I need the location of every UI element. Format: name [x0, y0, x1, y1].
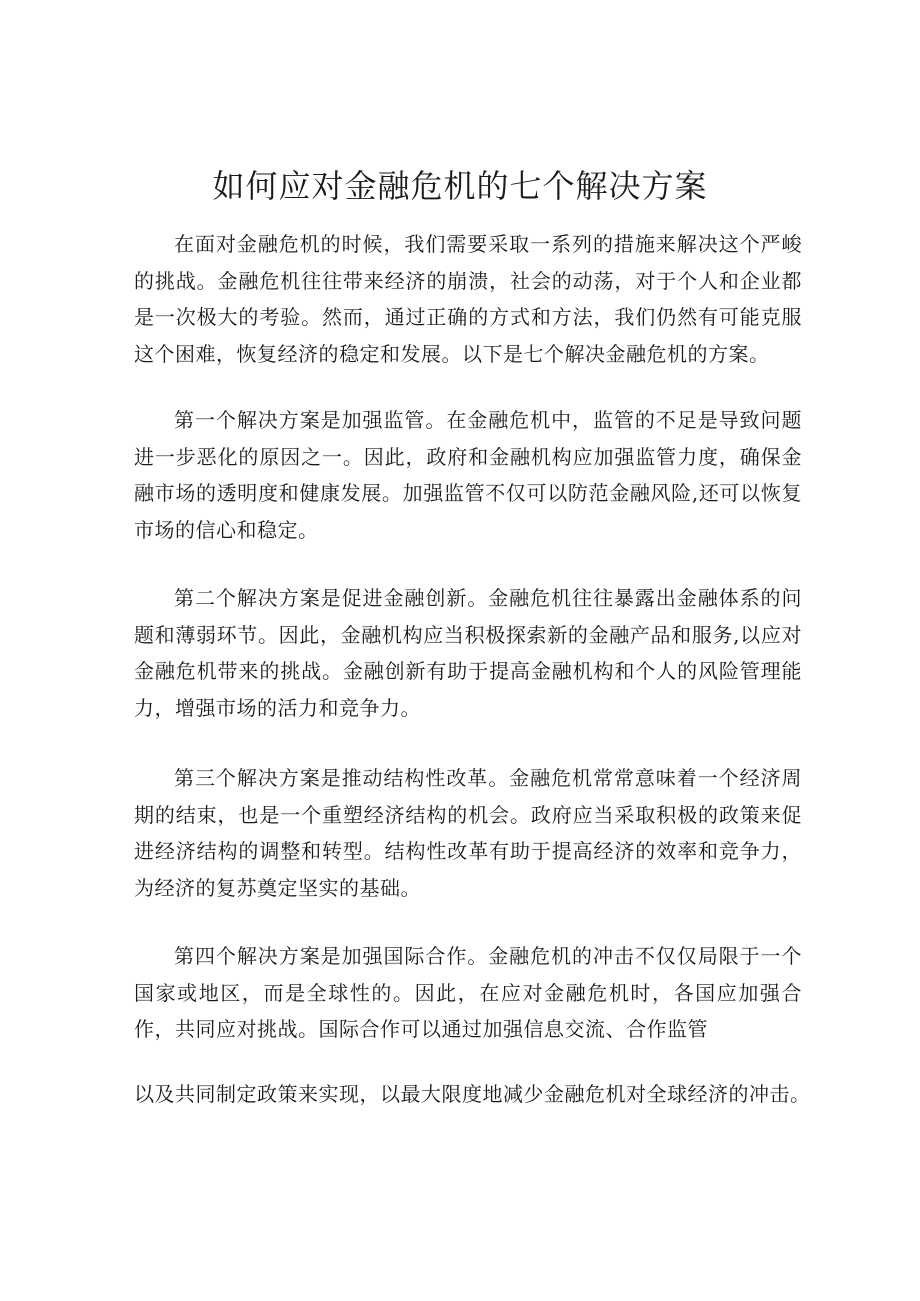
document-title: 如何应对金融危机的七个解决方案: [212, 167, 708, 205]
intro-paragraph: 在面对金融危机的时候，我们需要采取一系列的措施来解决这个严峻的挑战。金融危机往往带来经济的崩溃，社会的动荡，对于个人和企业都是一次极大的考验。然而，通过正确的方式和方法，我们仍然有可能克服这个困难，恢复经济的稳定和发展。以下是七个解决金融危机的方案。: [134, 232, 802, 366]
solution-4-paragraph: 第四个解决方案是加强国际合作。金融危机的冲击不仅仅局限于一个国家或地区，而是全球性的。因此，在应对金融危机时，各国应加强合作，共同应对挑战。国际合作可以通过加强信息交流、合作监管: [134, 944, 802, 1041]
solution-2-paragraph: 第二个解决方案是促进金融创新。金融危机往往暴露出金融体系的问题和薄弱环节。因此，金融机构应当积极探索新的金融产品和服务,以应对金融危机带来的挑战。金融创新有助于提高金融机构和个人的风险管理能力，增强市场的活力和竞争力。: [134, 586, 802, 720]
solution-1-paragraph: 第一个解决方案是加强监管。在金融危机中，监管的不足是导致问题进一步恶化的原因之一。因此，政府和金融机构应加强监管力度，确保金融市场的透明度和健康发展。加强监管不仅可以防范金融风险,还可以恢复市场的信心和稳定。: [134, 408, 802, 542]
solution-4-continuation-paragraph: 以及共同制定政策来实现，以最大限度地减少金融危机对全球经济的冲击。: [134, 1082, 811, 1106]
solution-3-paragraph: 第三个解决方案是推动结构性改革。金融危机常常意味着一个经济周期的结束，也是一个重塑经济结构的机会。政府应当采取积极的政策来促进经济结构的调整和转型。结构性改革有助于提高经济的效率和竞争力，为经济的复苏奠定坚实的基础。: [134, 766, 802, 900]
